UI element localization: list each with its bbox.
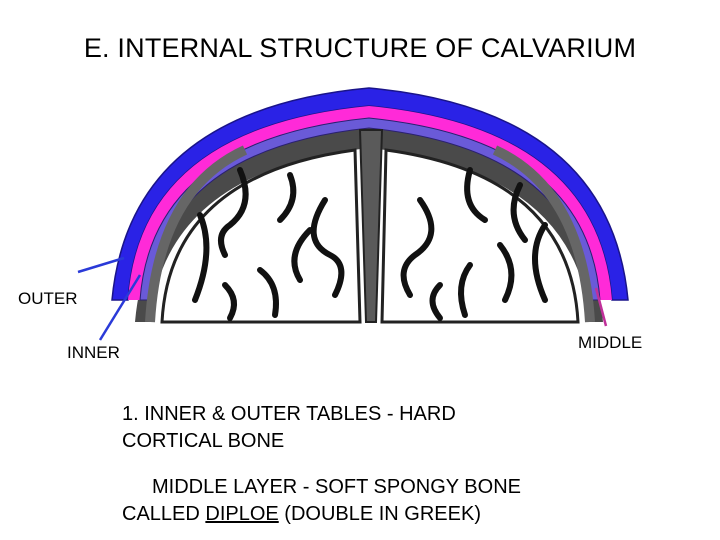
- text-line-4: [122, 501, 481, 527]
- text-line-1: 1. INNER & OUTER TABLES - HARD: [122, 403, 456, 425]
- page-title: E. INTERNAL STRUCTURE OF CALVARIUM: [83, 33, 637, 63]
- diploe-term: DIPLOE: [205, 503, 279, 525]
- label-middle: MIDDLE: [578, 333, 643, 352]
- label-outer: OUTER: [18, 289, 78, 308]
- text-line-2: CORTICAL BONE: [122, 430, 285, 452]
- text-line-4-prefix: CALLED: [122, 503, 206, 525]
- label-inner: INNER: [67, 343, 120, 362]
- text-line-3: MIDDLE LAYER - SOFT SPONGY BONE: [152, 476, 521, 498]
- text-line-4-suffix: (DOUBLE IN GREEK): [278, 503, 481, 525]
